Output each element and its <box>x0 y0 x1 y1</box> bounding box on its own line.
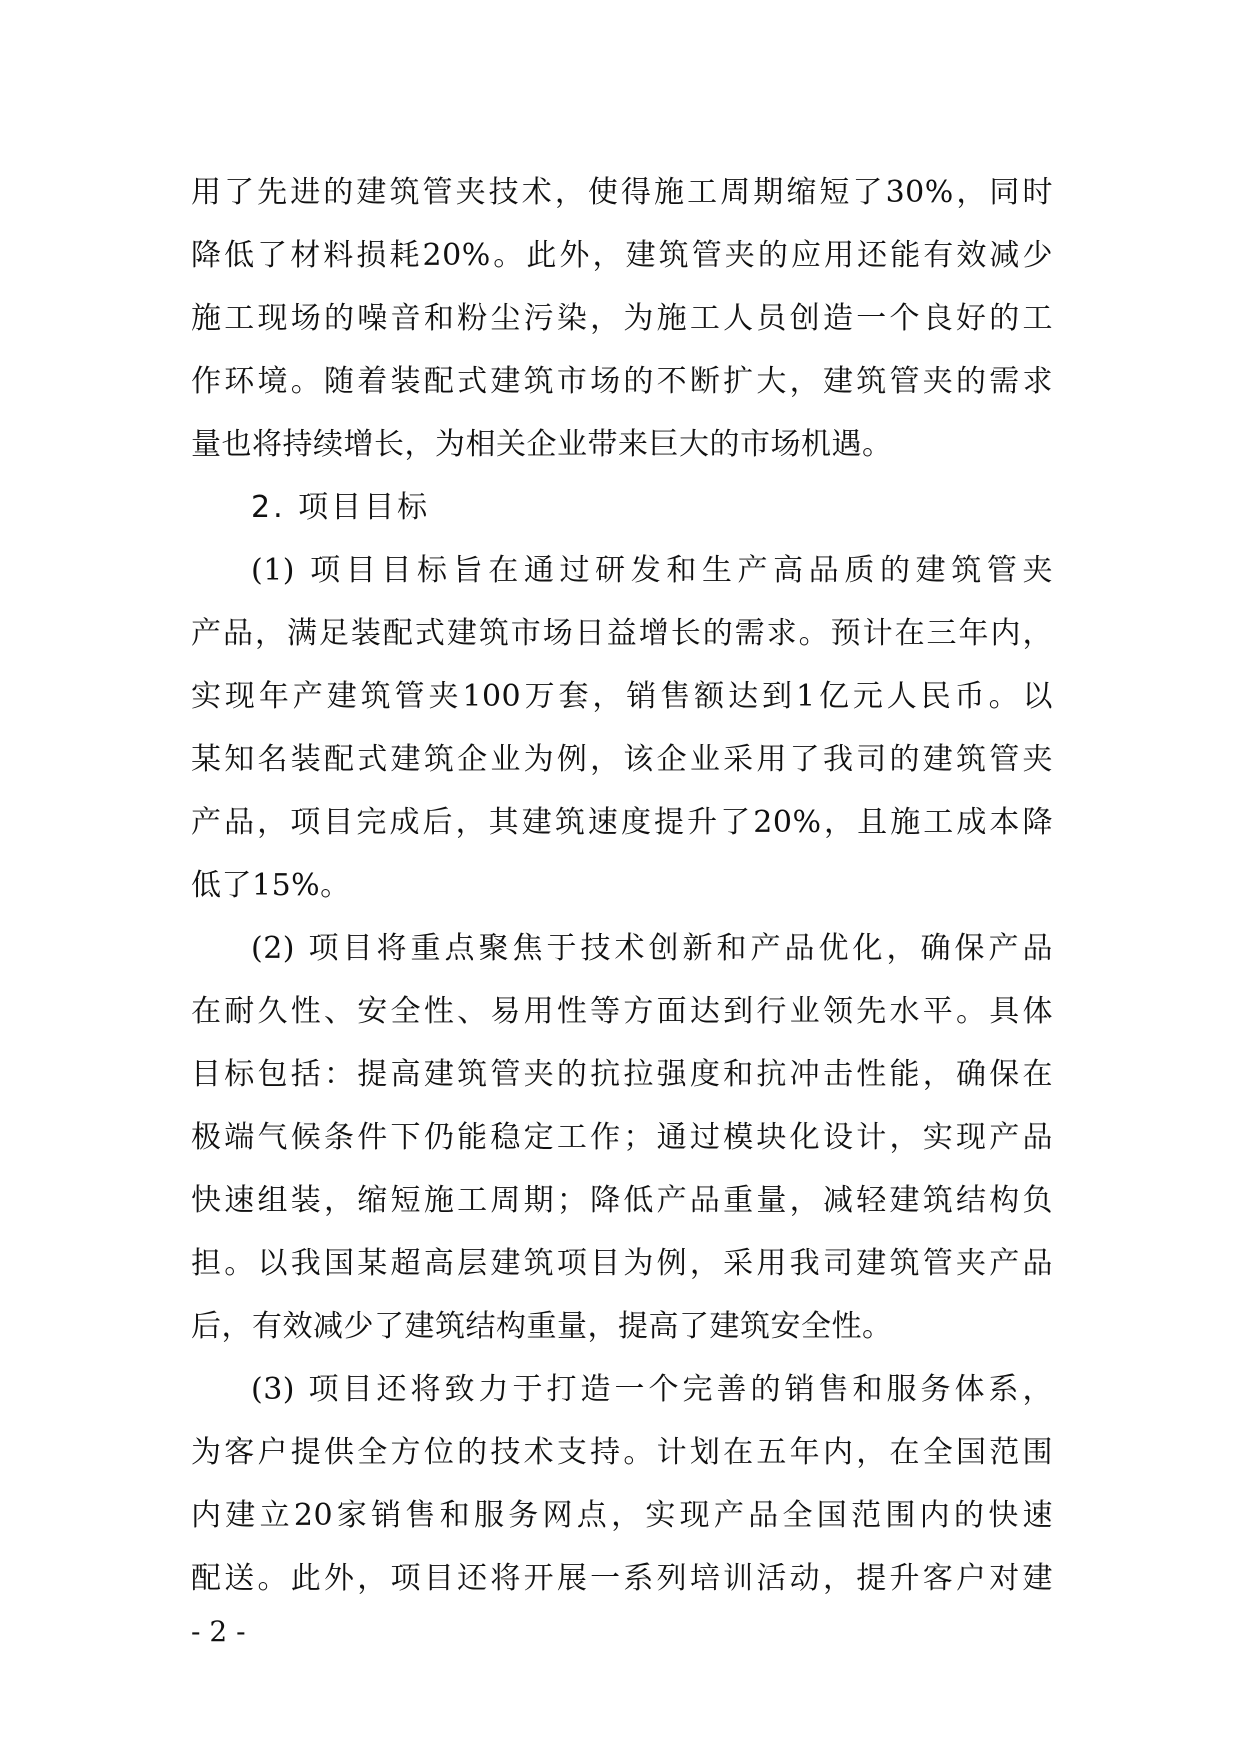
paragraph-line: 量也将持续增长，为相关企业带来巨大的市场机遇。 <box>191 427 893 462</box>
body-text <box>191 161 1053 1610</box>
paragraph-line: 在耐久性、安全性、易用性等方面达到行业领先水平。具体 <box>191 994 1053 1029</box>
paragraph-line: 为客户提供全方位的技术支持。计划在五年内，在全国范围 <box>191 1435 1053 1470</box>
paragraph-line: 施工现场的噪音和粉尘污染，为施工人员创造一个良好的工 <box>191 301 1053 336</box>
paragraph-line: 快速组装，缩短施工周期；降低产品重量，减轻建筑结构负 <box>191 1183 1053 1218</box>
paragraph-line: (1) 项目目标旨在通过研发和生产高品质的建筑管夹 <box>251 553 1053 588</box>
paragraph-line: (3) 项目还将致力于打造一个完善的销售和服务体系， <box>251 1372 1053 1407</box>
page-number: - 2 - <box>191 1615 246 1648</box>
paragraph-line: 产品，项目完成后，其建筑速度提升了20%，且施工成本降 <box>191 805 1053 840</box>
paragraph-line: 产品，满足装配式建筑市场日益增长的需求。预计在三年内， <box>191 616 1053 651</box>
paragraph-line: 后，有效减少了建筑结构重量，提高了建筑安全性。 <box>191 1309 893 1344</box>
paragraph-line: 担。以我国某超高层建筑项目为例，采用我司建筑管夹产品 <box>191 1246 1053 1281</box>
section-heading: 2. 项目目标 <box>251 490 431 525</box>
paragraph-line: 低了15%。 <box>191 868 351 903</box>
paragraph-line: 实现年产建筑管夹100万套，销售额达到1亿元人民币。以 <box>191 679 1053 714</box>
paragraph-line: 目标包括：提高建筑管夹的抗拉强度和抗冲击性能，确保在 <box>191 1057 1053 1092</box>
paragraph-line: 用了先进的建筑管夹技术，使得施工周期缩短了30%，同时 <box>191 175 1053 210</box>
paragraph-line: 降低了材料损耗20%。此外，建筑管夹的应用还能有效减少 <box>191 238 1053 273</box>
paragraph-line: 某知名装配式建筑企业为例，该企业采用了我司的建筑管夹 <box>191 742 1053 777</box>
paragraph-line: 极端气候条件下仍能稳定工作；通过模块化设计，实现产品 <box>191 1120 1053 1155</box>
paragraph-line: 内建立20家销售和服务网点，实现产品全国范围内的快速 <box>191 1498 1053 1533</box>
paragraph-line: 配送。此外，项目还将开展一系列培训活动，提升客户对建 <box>191 1561 1053 1596</box>
paragraph-line: 作环境。随着装配式建筑市场的不断扩大，建筑管夹的需求 <box>191 364 1053 399</box>
paragraph-line: (2) 项目将重点聚焦于技术创新和产品优化，确保产品 <box>251 931 1053 966</box>
